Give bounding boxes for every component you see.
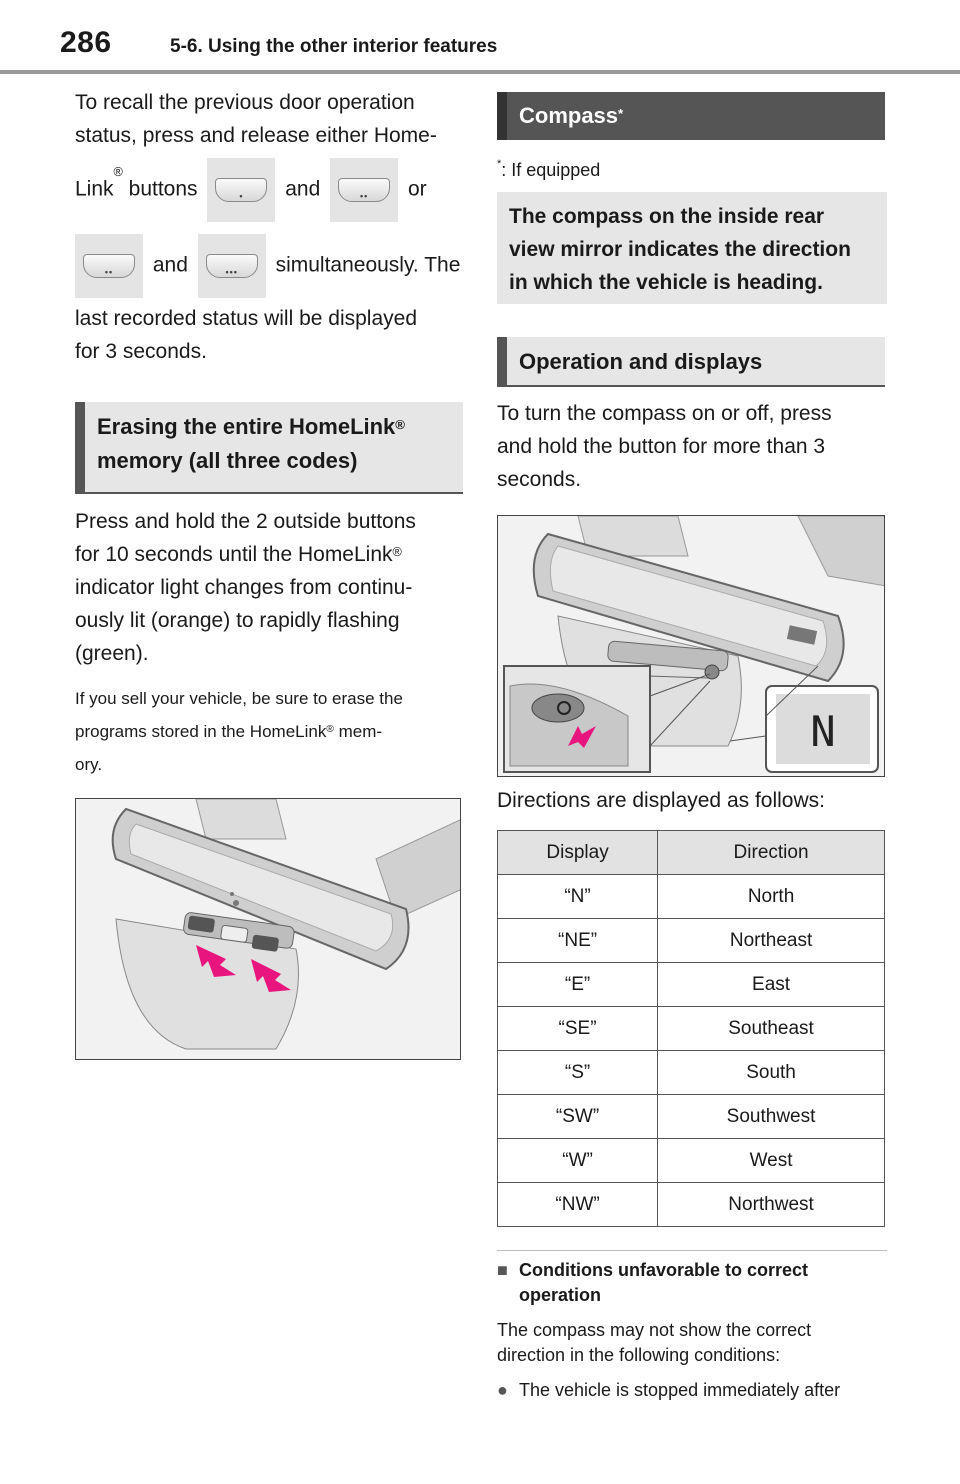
table-cell: East [658,963,885,1007]
body-line: ously lit (orange) to rapidly flashing [75,609,400,632]
mirror-compass-illustration [497,515,885,777]
homelink-button-1-icon: • [207,158,275,222]
header-rule [0,70,960,74]
body-line: (green). [75,642,149,665]
homelink-button-2-icon: •• [75,234,143,298]
compass-display-glyph: N [810,707,836,756]
table-row [498,963,885,1007]
table-cell: “SE” [498,1007,658,1051]
body-line: indicator light changes from continu- [75,576,413,599]
table-row [498,1183,885,1227]
box-line: view mirror indicates the direction [509,238,851,261]
table-header-row [498,831,885,875]
note-line: If you sell your vehicle, be sure to erase the [75,689,403,708]
registered-mark: ® [392,545,402,559]
heading-text: Operation and displays [519,349,763,374]
intro-buttons-line-2 [75,234,465,302]
intro-line: status, press and release either Home- [75,124,437,147]
directions-intro: Directions are displayed as follows: [497,789,825,812]
intro-paragraph [75,86,465,152]
erase-body [75,505,465,670]
item-text: The vehicle is stopped immediately after [519,1380,841,1400]
note-line: programs stored in the HomeLink [75,722,327,741]
mirror-compass-drawing [498,516,885,777]
conditions-title [497,1258,887,1308]
intro-text: simultaneously. The [275,253,461,277]
page-number: 286 [60,26,112,59]
note-line: ory. [75,755,103,774]
compass-description-box [497,192,887,304]
intro-text: and [152,253,188,277]
box-line: The compass on the inside rear [509,205,825,228]
intro-text: buttons [122,177,198,201]
table-cell: “E” [498,963,658,1007]
title-line: operation [519,1285,602,1305]
registered-mark: ® [395,417,406,432]
table-header-cell: Direction [658,831,885,875]
heading-line: Erasing the entire HomeLink [97,414,396,439]
table-row [498,1007,885,1051]
table-cell: Southwest [658,1095,885,1139]
footnote-mark: * [497,158,502,170]
round-bullet-icon: ● [497,1380,508,1400]
intro-line: for 3 seconds. [75,340,207,363]
footnote [497,160,600,181]
table-cell: “W” [498,1139,658,1183]
table-row [498,919,885,963]
body-line: seconds. [497,468,582,491]
text-line: The compass may not show the correct [497,1320,812,1340]
text-line: direction in the following conditions: [497,1345,781,1365]
conditions-rule [497,1250,887,1251]
table-header-cell: Display [498,831,658,875]
table-cell: Northwest [658,1183,885,1227]
registered-mark: ® [326,724,334,735]
conditions-item [497,1378,887,1403]
table-cell: “NE” [498,919,658,963]
intro-text: and [285,177,321,201]
intro-text: or [407,177,427,201]
mirror-homelink-illustration [75,798,461,1060]
table-cell: North [658,875,885,919]
title-line: Conditions unfavorable to correct [519,1260,809,1280]
note-line: mem- [333,722,383,741]
table-row [498,1095,885,1139]
intro-buttons-line [75,158,465,226]
homelink-button-3-icon: ••• [198,234,266,298]
body-line: Press and hold the 2 outside buttons [75,510,416,533]
box-line: in which the vehicle is heading. [509,271,823,294]
footnote-mark: * [618,106,624,121]
table-cell: South [658,1051,885,1095]
table-row [498,1139,885,1183]
registered-mark: ® [113,165,123,179]
table-cell: “NW” [498,1183,658,1227]
table-cell: Northeast [658,919,885,963]
erase-note [75,682,465,781]
square-bullet-icon: ■ [497,1260,508,1280]
table-cell: “N” [498,875,658,919]
homelink-button-2-icon: •• [330,158,398,222]
page-header [0,0,960,76]
erase-heading [75,402,463,494]
operation-heading [497,337,885,387]
table-cell: “S” [498,1051,658,1095]
intro-text: Link [75,177,114,201]
heading-text: Compass [519,103,619,128]
body-line: for 10 seconds until the HomeLink [75,543,393,566]
table-cell: Southeast [658,1007,885,1051]
intro-line: last recorded status will be displayed [75,307,418,330]
directions-table [497,830,885,1227]
heading-line: memory (all three codes) [97,448,358,473]
body-line: and hold the button for more than 3 [497,435,826,458]
intro-paragraph-end [75,302,465,368]
table-row [498,1051,885,1095]
footnote-text: : If equipped [501,160,601,180]
table-cell: “SW” [498,1095,658,1139]
section-title: 5-6. Using the other interior features [170,36,498,57]
intro-line: To recall the previous door operation [75,91,415,114]
body-line: To turn the compass on or off, press [497,402,832,425]
mirror-homelink-drawing [76,799,461,1060]
operation-text [497,397,887,496]
compass-heading [497,92,885,140]
conditions-section [497,1258,887,1403]
table-row [498,875,885,919]
table-cell: West [658,1139,885,1183]
conditions-text [497,1318,887,1368]
